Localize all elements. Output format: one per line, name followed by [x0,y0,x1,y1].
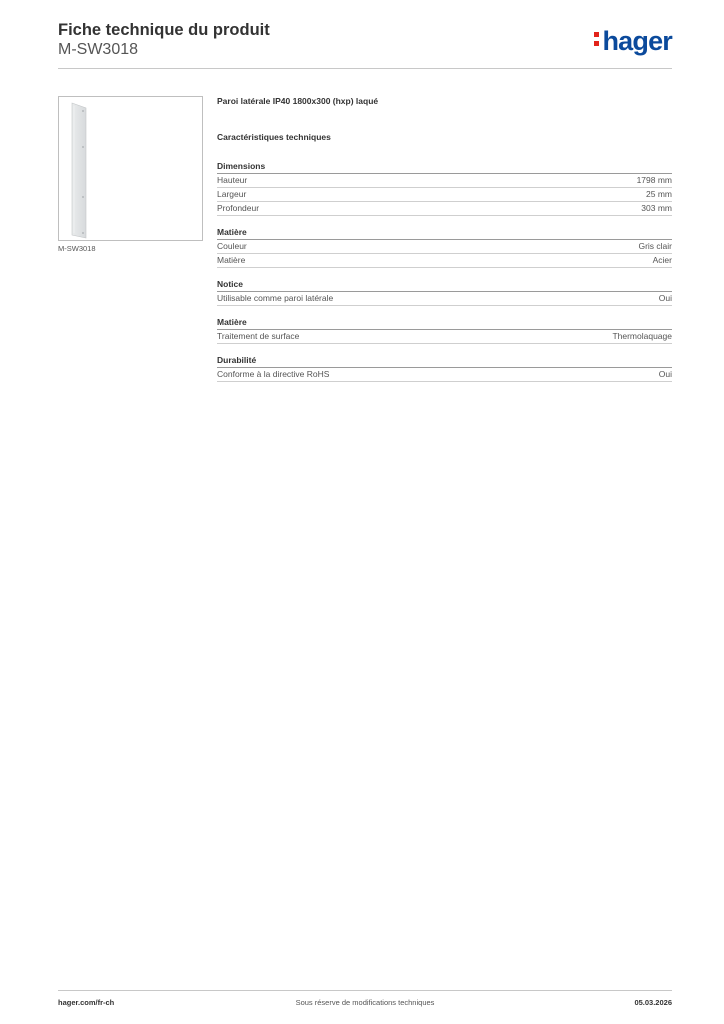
spec-section-surface [217,316,672,344]
spec-value: Oui [658,293,672,303]
spec-row [217,240,672,254]
spec-label: Utilisable comme paroi latérale [217,293,334,303]
section-title: Matière [217,226,672,240]
product-reference: M-SW3018 [58,41,139,58]
header-divider [58,68,672,69]
spec-label: Traitement de surface [217,331,300,341]
product-name: Paroi latérale IP40 1800x300 (hxp) laqué [217,96,379,106]
spec-row [217,330,672,344]
spec-label: Matière [217,255,246,265]
page-header [58,20,672,68]
spec-value: 303 mm [641,203,672,213]
spec-row [217,202,672,216]
footer-date: 05.03.2026 [634,998,672,1007]
spec-value: Oui [658,369,672,379]
spec-value: Thermolaquage [612,331,672,341]
logo-text: hager [602,26,672,56]
website-link[interactable]: hager.com/fr-ch [58,998,115,1007]
spec-label: Conforme à la directive RoHS [217,369,330,379]
hager-logo [594,26,672,56]
spec-value: 1798 mm [636,175,672,185]
spec-row [217,292,672,306]
spec-row [217,188,672,202]
document-title: Fiche technique du produit [58,21,270,39]
spec-row [217,174,672,188]
footer-disclaimer: Sous réserve de modifications techniques [295,998,435,1007]
section-title: Matière [217,316,672,330]
section-title: Notice [217,278,672,292]
spec-label: Hauteur [217,175,248,185]
section-title: Dimensions [217,160,672,174]
spec-value: 25 mm [646,189,672,199]
spec-section-notice [217,278,672,306]
logo-dots-icon [594,32,600,48]
spec-value: Acier [652,255,672,265]
spec-row [217,254,672,268]
image-caption: M-SW3018 [58,244,96,253]
spec-section-dimensions [217,160,672,216]
spec-section-durability [217,354,672,382]
page-footer [58,998,672,1010]
spec-label: Largeur [217,189,247,199]
spec-value: Gris clair [638,241,672,251]
section-title: Durabilité [217,354,672,368]
product-image [58,96,203,241]
side-panel-image [59,97,202,240]
spec-label: Profondeur [217,203,260,213]
footer-divider [58,990,672,991]
technical-characteristics-heading: Caractéristiques techniques [217,132,331,142]
product-details [217,96,672,392]
spec-row [217,368,672,382]
spec-section-material [217,226,672,268]
spec-label: Couleur [217,241,247,251]
